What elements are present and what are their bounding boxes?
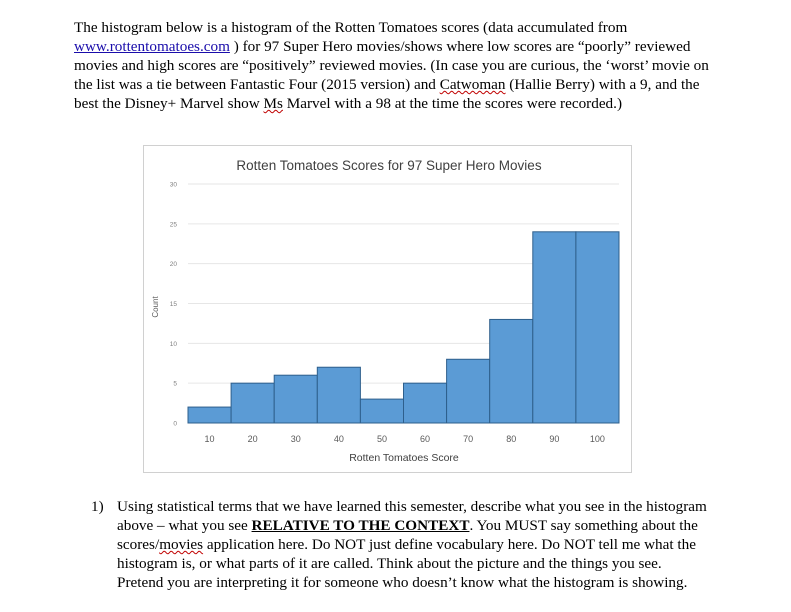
rottentomatoes-link[interactable]: www.rottentomatoes.com [74,38,230,55]
intro-text-1: The histogram below is a histogram of the Rotten Tomatoes scores (data accumulated from [74,19,628,36]
histogram-bar-9 [533,232,576,423]
x-tick-label-20: 20 [247,434,258,444]
y-tick-label-10: 10 [169,340,177,348]
x-tick-label-70: 70 [463,434,474,444]
histogram-bar-5 [360,399,403,423]
x-tick-label-100: 100 [589,434,605,444]
histogram-bar-10 [576,232,619,423]
question-text-3: application here. Do NOT just define vocabulary here. Do NOT tell me what the histogram is, or what parts of it are called. Think about the picture and the things you see. Pretend you are interpreting it for someone who doesn’t know what the histogram is showing. [117,536,696,591]
x-tick-label-80: 80 [506,434,517,444]
y-tick-label-5: 5 [173,380,177,388]
question-text-2: . You MUST say something about the scores/ [117,517,698,553]
y-tick-label-25: 25 [169,221,177,229]
question-emphasis: RELATIVE TO THE CONTEXT [251,517,470,534]
histogram-bar-1 [188,407,231,423]
intro-paragraph [74,18,714,113]
histogram-bar-3 [274,375,317,423]
intro-text-3: (Hallie Berry) with a 9, and the best the Disney+ Marvel show [74,76,700,112]
catwoman-text: Catwoman [439,76,506,93]
histogram-chart [143,145,632,473]
question-text-1: Using statistical terms that we have learned this semester, describe what you see in the histogram above – what you see [117,498,707,534]
question-number: 1) [91,498,104,515]
movies-text: movies [159,536,204,553]
y-tick-label-20: 20 [169,261,177,269]
y-axis-label: Count [151,296,160,318]
histogram-bar-4 [317,367,360,423]
histogram-bar-7 [447,359,490,423]
y-tick-label-15: 15 [169,301,177,308]
histogram-svg [144,146,631,472]
bar-layer [188,232,619,423]
x-tick-label-90: 90 [549,434,560,444]
y-tick-label-30: 30 [169,181,177,189]
x-tick-label-40: 40 [333,434,344,444]
question-text [117,497,707,592]
x-axis-label: Rotten Tomatoes Score [349,452,459,464]
chart-title: Rotten Tomatoes Scores for 97 Super Hero Movies [236,158,542,173]
x-tick-label-10: 10 [204,434,215,444]
ms-text: Ms [263,95,283,112]
histogram-bar-8 [490,319,533,423]
y-tick-label-0: 0 [173,420,177,428]
x-tick-label-50: 50 [376,434,387,444]
histogram-bar-6 [404,383,447,423]
histogram-bar-2 [231,383,274,423]
x-tick-label-30: 30 [290,434,301,444]
intro-text-2: ) for 97 Super Hero movies/shows where low scores are “poorly” reviewed movies and high scores are “positively” reviewed movies. (In case you are curious, the ‘worst’ movie on the list was a tie between Fantastic Four (2015 version) and [74,38,709,93]
intro-text-4: Marvel with a 98 at the time the scores were recorded.) [282,95,623,112]
x-tick-label-60: 60 [420,434,431,444]
